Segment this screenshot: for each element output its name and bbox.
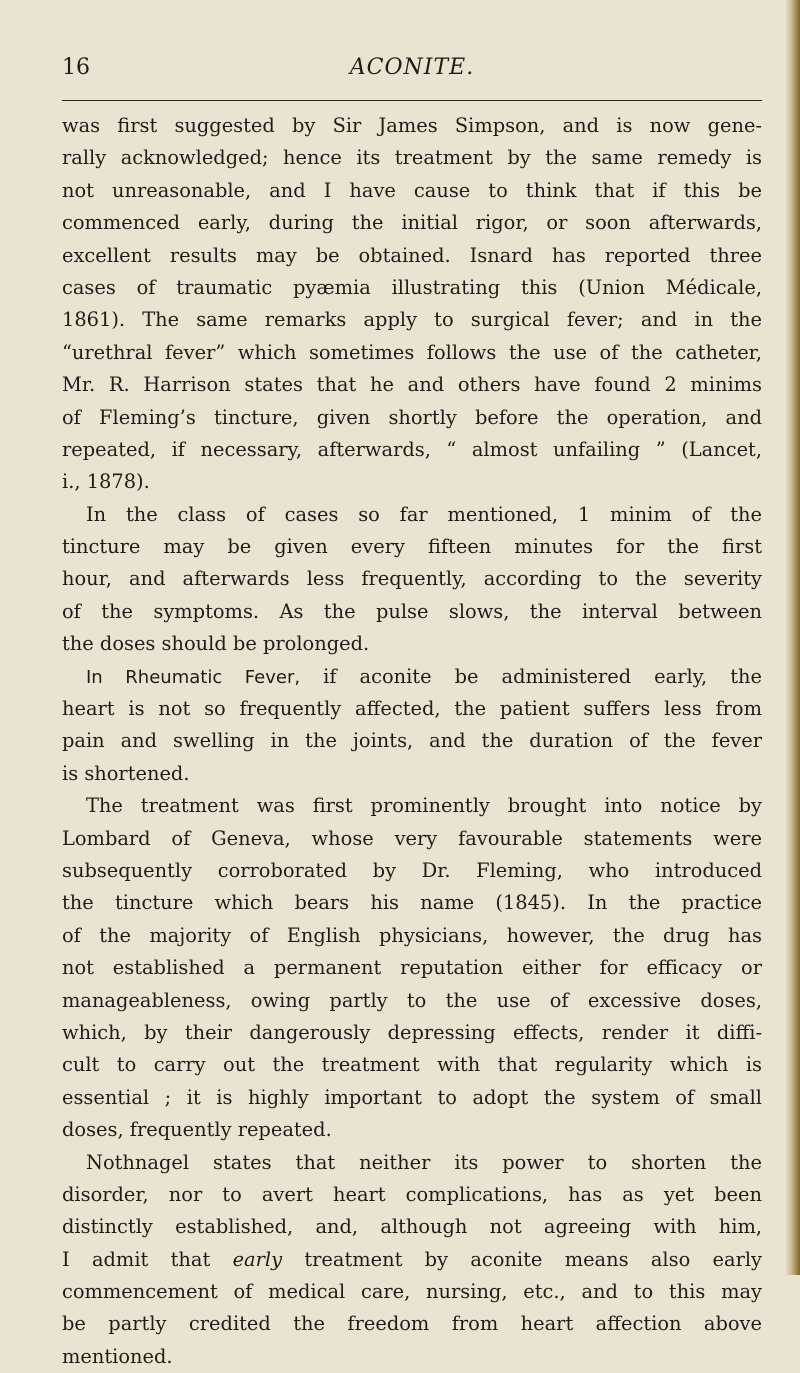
text-line: the tincture which bears his name (1845). In the practice [62,891,762,915]
text-line: not unreasonable, and I have cause to think that if this be [62,178,762,202]
text-line: In the class of cases so far mentioned, 1 minim of the [86,502,762,526]
text-line: The treatment was first prominently brought into notice by [86,794,762,818]
page-edge [786,0,800,1275]
text-line: was first suggested by Sir James Simpson, and is now gene- [62,114,762,137]
text-line: which, by their dangerously depressing effects, render it diffi- [62,1020,762,1044]
text-line: of the symptoms. As the pulse slows, the interval between [62,599,762,623]
text-line: be partly credited the freedom from heart affection above [62,1312,762,1336]
text-line: rally acknowledged; hence its treatment by the same remedy is [62,146,762,170]
text-line: i., 1878). [62,470,150,494]
text-line: “urethral fever” which sometimes follows the use of the catheter, [62,340,762,364]
text-line: manageableness, owing partly to the use of excessive doses, [62,988,762,1012]
page-number: 16 [62,55,90,80]
text-line: of the majority of English physicians, however, the drug has [62,923,762,947]
emphasis-early: early [232,1247,283,1271]
text-line: doses, frequently repeated. [62,1118,332,1142]
text-line: mentioned. [62,1344,173,1368]
text-line: commenced early, during the initial rigor, or soon afterwards, [62,211,762,235]
text-line: tincture may be given every fifteen minutes for the first [62,535,762,559]
text-fragment: I admit that [62,1247,211,1271]
text-line: essential ; it is highly important to adopt the system of small [62,1085,762,1109]
text-line: of Fleming’s tincture, given shortly before the operation, and [62,405,762,429]
text-line: subsequently corroborated by Dr. Fleming, who introduced [62,858,762,882]
early-treatment-line [62,1244,762,1276]
text-line: pain and swelling in the joints, and the duration of the fever [62,729,762,753]
text-line: Lombard of Geneva, whose very favourable statements were [62,826,762,850]
text-line: excellent results may be obtained. Isnard has reported three [62,243,762,267]
text-line: heart is not so frequently affected, the patient suffers less from [62,697,762,721]
page-header [62,55,762,89]
text-line: not established a permanent reputation either for efficacy or [62,956,762,980]
header-rule [62,100,762,101]
running-title: ACONITE. [349,55,475,80]
text-line: cases of traumatic pyæmia illustrating this (Union Médicale, [62,275,762,299]
text-line: disorder, nor to avert heart complications, has as yet been [62,1182,762,1206]
text-line: distinctly established, and, although not agreeing with him, [62,1215,762,1239]
text-line: cult to carry out the treatment with that regularity which is [62,1053,762,1077]
page-body [62,110,762,1373]
text-line: is shortened. [62,761,190,785]
text-line: the doses should be prolonged. [62,632,370,656]
text-line: Nothnagel states that neither its power to shorten the [86,1150,762,1174]
section-heading-rheumatic-fever: In Rheumatic Fever, [86,666,301,688]
text-line: repeated, if necessary, afterwards, “ almost unfailing ” (Lancet, [62,437,762,461]
text-line: Mr. R. Harrison states that he and others have found 2 minims [62,373,762,397]
text-line: commencement of medical care, nursing, etc., and to this may [62,1280,762,1304]
text-fragment: if aconite be administered early, the [323,664,762,688]
text-line: 1861). The same remarks apply to surgical fever; and in the [62,308,762,332]
text-line: hour, and afterwards less frequently, according to the severity [62,567,762,591]
rheumatic-fever-line [62,661,762,693]
text-fragment: treatment by aconite means also early [304,1247,762,1271]
